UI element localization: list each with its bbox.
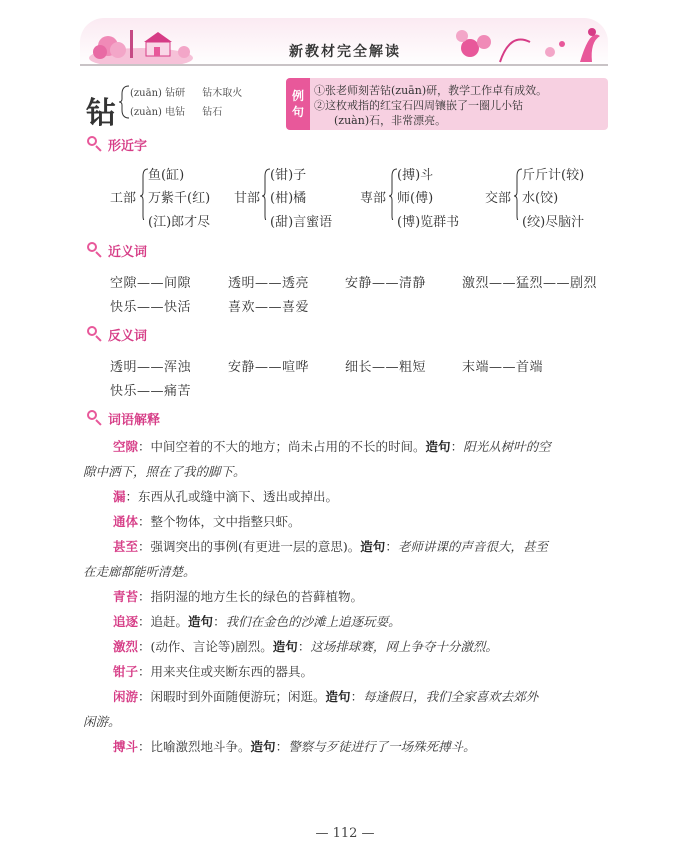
example-sentence-continued: 隙中洒下，照在了我的脚下。: [83, 464, 246, 479]
reading-2-pinyin: (zuàn): [130, 107, 162, 118]
group-word: (柑)橘: [270, 191, 307, 206]
definition-item: 空隙：中间空着的不大的地方；尚未占用的不长的时间。造句：阳光从树叶的空: [113, 439, 551, 454]
group-word: 鱼(缸): [148, 168, 185, 183]
synonym-pair: 安静——清静: [345, 276, 427, 291]
example-line-2: ②这枚戒指的红宝石四周镶嵌了一圈儿小钻: [314, 99, 523, 112]
group-word: 斤斤计(较): [522, 168, 585, 183]
definition-item: 青苔：指阴湿的地方生长的绿色的苔藓植物。: [113, 589, 364, 604]
definition-term: 空隙: [113, 439, 139, 454]
section-title-definitions: 词语解释: [108, 412, 161, 428]
antonym-pair: 细长——粗短: [345, 360, 427, 375]
brace-icon: [389, 168, 397, 220]
definition-item: 闲游：闲暇时到外面随便游玩；闲逛。造句：每逢假日，我们全家喜欢去郊外: [113, 689, 539, 704]
definition-meaning: 东西从孔或缝中滴下、透出或掉出。: [138, 489, 339, 504]
synonym-pair: 激烈——猛烈——剧烈: [462, 276, 598, 291]
group-word: (江)郎才尽: [148, 215, 211, 230]
synonym-pair: 空隙——间隙: [110, 276, 192, 291]
definition-term: 钳子: [113, 664, 139, 679]
section-title-antonyms: 反义词: [108, 328, 148, 344]
example-tag-char-1: 例: [291, 89, 304, 103]
zaoju-label: 造句: [188, 614, 214, 629]
definition-meaning: (动作、言论等)剧烈。: [150, 639, 273, 654]
section-antonyms: [84, 324, 147, 344]
polyphone-character: 钻: [86, 96, 116, 131]
definition-term: 甚至: [113, 539, 139, 554]
group-word: 水(饺): [522, 191, 559, 206]
group-word: (博)览群书: [397, 215, 460, 230]
example-line-1: ①张老师刻苦钻(zuān)研，教学工作卓有成效。: [314, 84, 548, 97]
definition-term: 激烈: [113, 639, 139, 654]
group-word: 万紫千(红): [148, 191, 211, 206]
definition-meaning: 闲暇时到外面随便游玩；闲逛。: [150, 689, 326, 704]
group-word: (搏)斗: [397, 168, 434, 183]
definition-meaning: 强调突出的事例(有更进一层的意思)。: [150, 539, 361, 554]
example-sentence-continued: 闲游。: [83, 714, 121, 729]
brace-icon: [514, 168, 522, 220]
definition-term: 搏斗: [113, 739, 139, 754]
magnifier-icon: [84, 324, 104, 344]
antonym-pair: 安静——喧哗: [228, 360, 310, 375]
example-sentence: 老师讲课的声音很大，甚至: [397, 539, 548, 554]
definition-meaning: 整个物体，文中指整只虾。: [150, 514, 301, 529]
definition-item: 漏：东西从孔或缝中滴下、透出或掉出。: [113, 489, 339, 504]
magnifier-icon: [84, 408, 104, 428]
example-sentence: 每逢假日，我们全家喜欢去郊外: [363, 689, 539, 704]
flower-decoration: [440, 22, 608, 66]
zaoju-label: 造句: [325, 689, 351, 704]
zaoju-label: 造句: [425, 439, 451, 454]
definition-item: 激烈：(动作、言论等)剧烈。造句：这场排球赛，网上争夺十分激烈。: [113, 639, 498, 654]
definition-meaning: 用来夹住或夹断东西的器具。: [150, 664, 314, 679]
reading-2: [130, 103, 222, 118]
antonym-pair: 透明——浑浊: [110, 360, 192, 375]
definition-item: 钳子：用来夹住或夹断东西的器具。: [113, 664, 314, 679]
definition-item: 通体：整个物体，文中指整只虾。: [113, 514, 301, 529]
reading-1-idiom: 钻木取火: [202, 88, 243, 99]
example-sentence-continued: 在走廊都能听清楚。: [83, 564, 196, 579]
antonym-pair: 末端——首端: [462, 360, 544, 375]
section-title-synonyms: 近义词: [108, 244, 148, 260]
group-label-fu: 専部: [360, 191, 387, 206]
definition-item: 搏斗：比喻激烈地斗争。造句：警察与歹徒进行了一场殊死搏斗。: [113, 739, 476, 754]
group-word: (钳)子: [270, 168, 307, 183]
definition-meaning: 指阴湿的地方生长的绿色的苔藓植物。: [150, 589, 364, 604]
example-sentence: 我们在金色的沙滩上追逐玩耍。: [225, 614, 401, 629]
page-number: — 112 —: [315, 826, 375, 841]
definition-item: 追逐：追赶。造句：我们在金色的沙滩上追逐玩耍。: [113, 614, 401, 629]
reading-2-idiom: 钻石: [202, 107, 223, 118]
section-similar-chars: [84, 134, 147, 154]
group-word: (绞)尽脑汁: [522, 215, 585, 230]
house-decoration: [86, 20, 196, 66]
section-title-similar-chars: 形近字: [108, 138, 148, 154]
definition-term: 闲游: [113, 689, 139, 704]
group-label-gan: 甘部: [234, 191, 261, 206]
brace-icon: [140, 168, 148, 220]
reading-2-words: 电钻: [165, 107, 186, 118]
definition-term: 通体: [113, 514, 139, 529]
antonym-pair: 快乐——痛苦: [110, 384, 192, 399]
example-sentence: 阳光从树叶的空: [463, 439, 551, 454]
example-sentence: 警察与歹徒进行了一场殊死搏斗。: [288, 739, 476, 754]
synonym-pair: 快乐——快活: [110, 300, 192, 315]
definition-item: 甚至：强调突出的事例(有更进一层的意思)。造句：老师讲课的声音很大，甚至: [113, 539, 548, 554]
definition-meaning: 追赶。: [150, 614, 189, 629]
synonym-pair: 喜欢——喜爱: [228, 300, 310, 315]
example-sentence: 这场排球赛，网上争夺十分激烈。: [310, 639, 498, 654]
example-line-3: (zuàn)石，非常漂亮。: [334, 114, 447, 127]
definition-term: 青苔: [113, 589, 139, 604]
definition-meaning: 中间空着的不大的地方；尚未占用的不长的时间。: [150, 439, 426, 454]
header-rule: [80, 64, 608, 66]
group-label-gong: 工部: [110, 191, 137, 206]
section-synonyms: [84, 240, 147, 260]
group-label-jiao: 交部: [485, 191, 512, 206]
magnifier-icon: [84, 134, 104, 154]
reading-1-pinyin: (zuān): [130, 88, 162, 99]
example-tag-char-2: 句: [291, 105, 304, 119]
group-word: 师(傅): [397, 191, 434, 206]
group-word: (甜)言蜜语: [270, 215, 333, 230]
definition-meaning: 比喻激烈地斗争。: [150, 739, 251, 754]
example-tag: [286, 78, 310, 130]
brace-icon: [118, 84, 130, 120]
section-definitions: [84, 408, 160, 428]
reading-1-words: 钻研: [165, 88, 186, 99]
header-title: 新教材完全解读: [289, 44, 401, 60]
brace-icon: [262, 168, 270, 220]
magnifier-icon: [84, 240, 104, 260]
zaoju-label: 造句: [250, 739, 276, 754]
definition-term: 漏: [113, 489, 126, 504]
reading-1: [130, 84, 242, 99]
zaoju-label: 造句: [360, 539, 386, 554]
synonym-pair: 透明——透亮: [228, 276, 310, 291]
definition-term: 追逐: [113, 614, 139, 629]
zaoju-label: 造句: [272, 639, 298, 654]
